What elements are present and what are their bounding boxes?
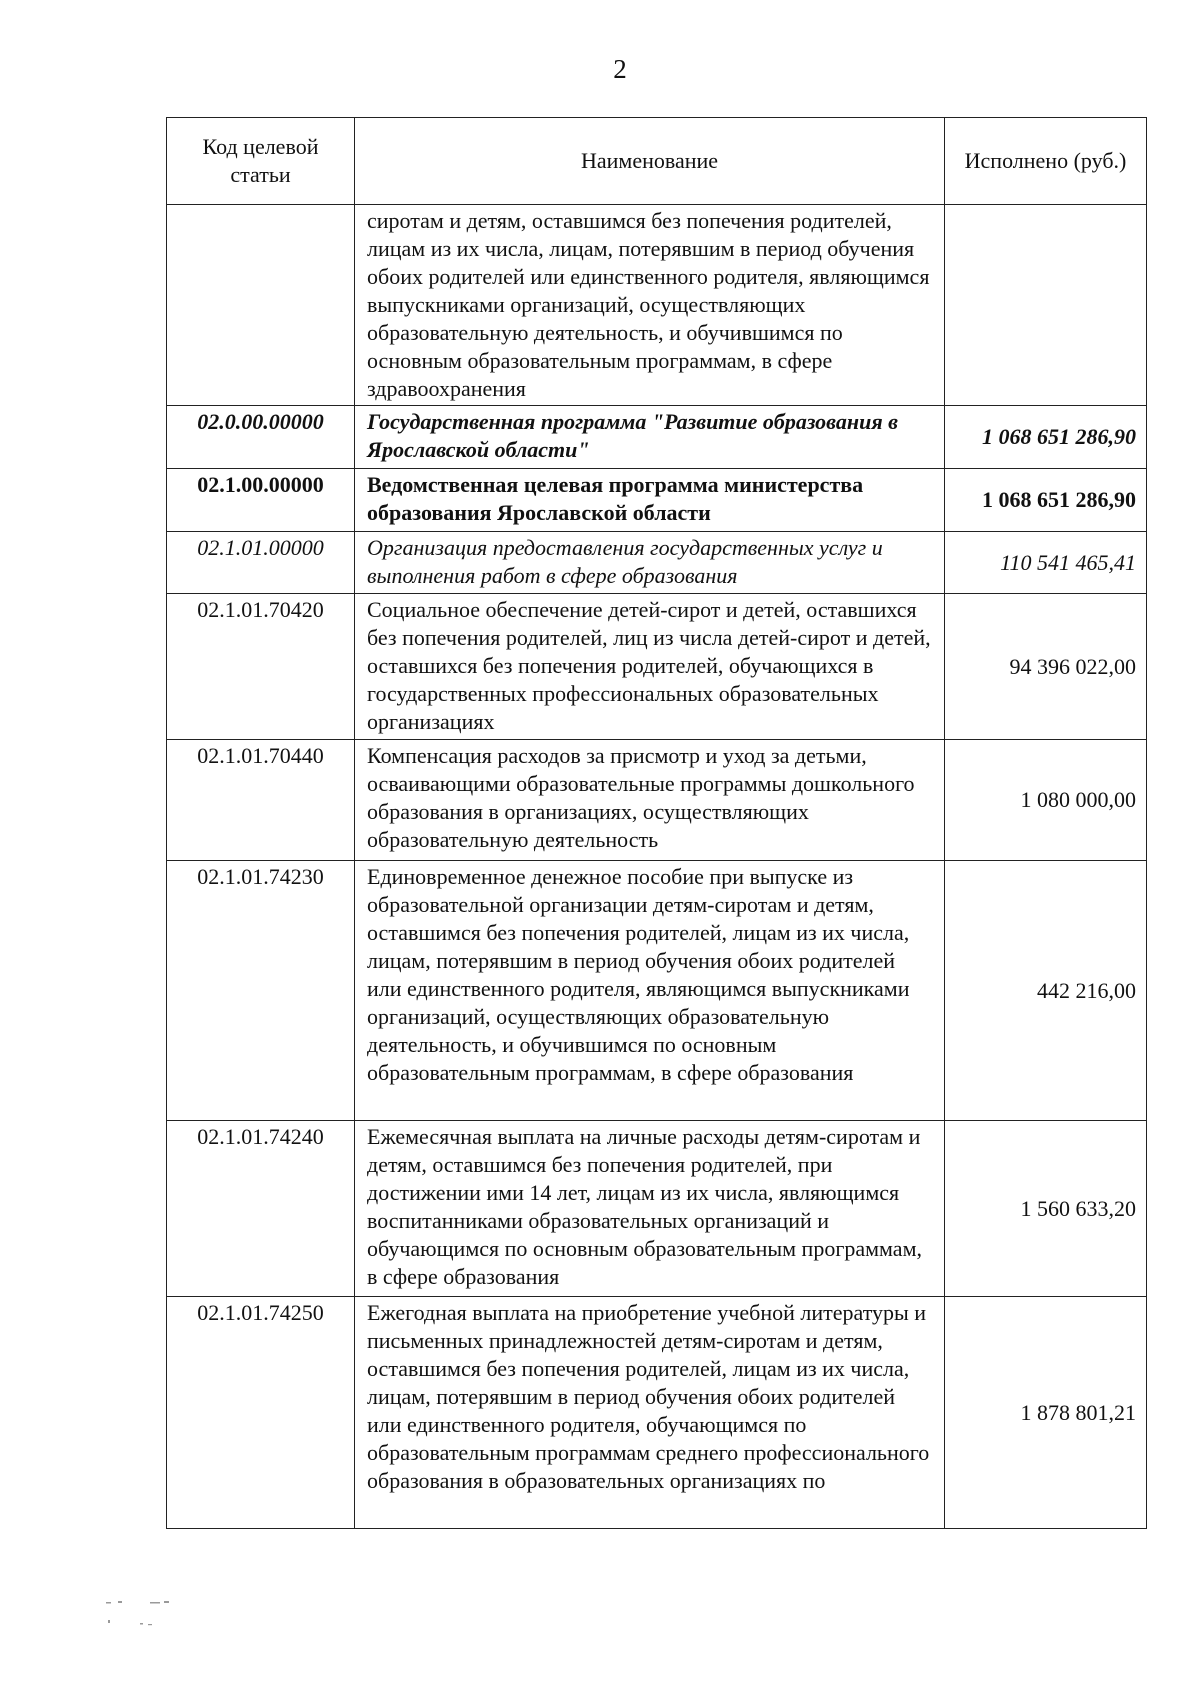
row-code: 02.1.01.00000 <box>167 532 355 594</box>
row-name: Ведомственная целевая программа министерства образования Ярославской области <box>355 469 945 532</box>
row-name: сиротам и детям, оставшимся без попечения родителей, лицам из их числа, лицам, потерявшим в период обучения обоих родителей или единственного родителя, являющимся выпускниками организаций, осуществляющих образовательную деятельность, и обучившимся по основным образовательным программам, в сфере здравоохранения <box>355 205 945 406</box>
header-code: Код целевой статьи <box>167 118 355 205</box>
row-name: Ежемесячная выплата на личные расходы детям-сиротам и детям, оставшимся без попечения родителей, при достижении ими 14 лет, лицам из их числа, являющимся воспитанниками образовательных организаций и обучающимся по основным образовательным программам, в сфере образования <box>355 1121 945 1297</box>
row-name: Государственная программа "Развитие образования в Ярославской области" <box>355 406 945 469</box>
page-number: 2 <box>613 54 627 84</box>
table-row <box>167 1121 1147 1297</box>
row-amount: 1 560 633,20 <box>945 1121 1147 1297</box>
table-row <box>167 740 1147 861</box>
table-row <box>167 469 1147 532</box>
row-amount: 1 068 651 286,90 <box>945 406 1147 469</box>
table-row <box>167 532 1147 594</box>
table-row <box>167 1297 1147 1529</box>
scan-noise-marks <box>100 1598 190 1628</box>
budget-execution-table <box>166 117 1147 1529</box>
row-name: Социальное обеспечение детей-сирот и детей, оставшихся без попечения родителей, лиц из числа детей-сирот и детей, оставшихся без попечения родителей, обучающихся в государственных профессиональных образовательных организациях <box>355 594 945 740</box>
row-code: 02.1.01.70440 <box>167 740 355 861</box>
row-amount: 1 080 000,00 <box>945 740 1147 861</box>
row-code: 02.1.01.74230 <box>167 861 355 1121</box>
row-code: 02.1.01.74240 <box>167 1121 355 1297</box>
table-row <box>167 406 1147 469</box>
row-code <box>167 205 355 406</box>
row-amount: 94 396 022,00 <box>945 594 1147 740</box>
row-name: Организация предоставления государственных услуг и выполнения работ в сфере образования <box>355 532 945 594</box>
row-code: 02.0.00.00000 <box>167 406 355 469</box>
row-code: 02.1.00.00000 <box>167 469 355 532</box>
row-amount <box>945 205 1147 406</box>
header-name: Наименование <box>355 118 945 205</box>
table-row <box>167 594 1147 740</box>
row-name: Компенсация расходов за присмотр и уход за детьми, осваивающими образовательные программы дошкольного образования в организациях, осуществляющих образовательную деятельность <box>355 740 945 861</box>
table-row <box>167 205 1147 406</box>
row-amount: 1 068 651 286,90 <box>945 469 1147 532</box>
table-row <box>167 861 1147 1121</box>
row-name: Единовременное денежное пособие при выпуске из образовательной организации детям-сиротам и детям, оставшимся без попечения родителей, лицам из их числа, лицам, потерявшим в период обучения обоих родителей или единственного родителя, являющимся выпускниками организаций, осуществляющих образовательную деятельность, и обучившимся по основным образовательным программам, в сфере образования <box>355 861 945 1121</box>
row-amount: 442 216,00 <box>945 861 1147 1121</box>
table-header-row <box>167 118 1147 205</box>
row-amount: 1 878 801,21 <box>945 1297 1147 1529</box>
row-code: 02.1.01.70420 <box>167 594 355 740</box>
header-amount: Исполнено (руб.) <box>945 118 1147 205</box>
row-code: 02.1.01.74250 <box>167 1297 355 1529</box>
row-name: Ежегодная выплата на приобретение учебной литературы и письменных принадлежностей детям-сиротам и детям, оставшимся без попечения родителей, лицам из их числа, лицам, потерявшим в период обучения обоих родителей или единственного родителя, обучающимся по образовательным программам среднего профессионального образования в образовательных организациях по <box>355 1297 945 1529</box>
row-amount: 110 541 465,41 <box>945 532 1147 594</box>
